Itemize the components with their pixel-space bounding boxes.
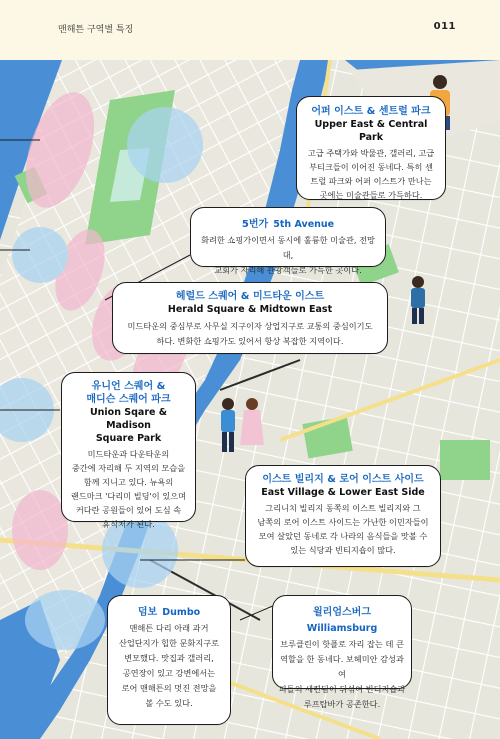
zone-upper-east <box>127 107 203 183</box>
zone-midtown-west <box>12 227 68 283</box>
card-east-village <box>245 465 441 567</box>
card-title-ko: 윌리엄스버그 <box>313 607 371 618</box>
card-title-en: 5th Avenue <box>273 219 335 230</box>
card-title-en: Upper East & Central Park <box>314 119 428 143</box>
card-title-ko: 덤보 <box>137 607 158 618</box>
card-title <box>197 215 379 231</box>
card-title-en: Williamsburg <box>306 623 378 634</box>
card-title <box>113 603 225 619</box>
card-herald-square <box>112 282 388 354</box>
zone-soho <box>12 490 68 570</box>
card-title-en: East Village & Lower East Side <box>261 487 425 498</box>
card-title-ko: 이스트 빌리지 & 로어 이스트 사이드 <box>262 474 424 485</box>
card-title-en: Union Sqare & Madison Square Park <box>89 407 168 444</box>
card-williamsburg <box>272 595 412 709</box>
card-description: 그리니치 빌리지 동쪽의 이스트 빌리지와 그 남쪽의 로어 이스트 사이드는 가난한 이민자들이 모여 살았던 동네로 각 나라의 음식들을 맛볼 수 있는 식당과 빈티지숍이 많다. <box>257 503 429 555</box>
card-title-ko: 헤럴드 스퀘어 & 미드타운 이스트 <box>175 291 325 302</box>
zone-lower <box>25 590 105 650</box>
card-upper-east <box>296 96 446 200</box>
card-description: 브루클린이 핫플로 자리 잡는 데 큰 역할을 한 동네다. 보헤미안 감성과 여 피들의 세련됨이 뒤섞여 빈티지숍과 루프탑바가 공존한다. <box>278 639 406 709</box>
card-title-ko: 5번가 <box>241 219 269 230</box>
card-description: 고급 주택가와 박물관, 갤러리, 고급 부티크들이 이어진 동네다. 특히 센 트럴 파크와 어퍼 이스트가 만나는 곳에는 미술관들로 가득하다. <box>307 148 435 200</box>
card-title <box>278 603 406 635</box>
page-number: 011 <box>433 21 456 32</box>
card-union-square <box>61 372 196 529</box>
card-title-ko: 유니언 스퀘어 & 매디슨 스퀘어 파크 <box>86 381 171 405</box>
card-title-ko: 어퍼 이스트 & 센트럴 파크 <box>311 106 431 117</box>
card-description: 화려한 쇼핑가이면서 동시에 훌륭한 미술관, 전망대, 교회가 자리해 관광객들로 가득한 곳이다. <box>201 235 375 275</box>
card-description: 미드타운과 다운타운의 중간에 자리해 두 지역의 모습을 함께 지니고 있다. 뉴욕의 랜드마크 '다리미 빌딩'이 있으며 커다란 공원들이 있어 도심 속 휴식처가 된다. <box>70 449 187 529</box>
park-green-3 <box>440 440 490 480</box>
card-fifth-ave <box>190 207 386 275</box>
chapter-title: 맨해튼 구역별 특징 <box>58 25 134 35</box>
card-description: 미드타운의 중심부로 사무실 지구이자 상업지구로 교통의 중심이기도 하다. 변화한 쇼핑가도 있어서 항상 복잡한 지역이다. <box>127 321 373 346</box>
card-description: 맨해튼 다리 아래 과거 산업단지가 힙한 문화지구로 변모했다. 맛집과 갤러리, 공연장이 있고 강변에서는 로어 맨해튼의 멋진 전망을 볼 수도 있다. <box>118 623 220 708</box>
card-dumbo <box>107 595 231 725</box>
page-header <box>0 0 500 52</box>
card-title-en: Herald Square & Midtown East <box>167 304 333 315</box>
card-title-en: Dumbo <box>162 607 201 618</box>
